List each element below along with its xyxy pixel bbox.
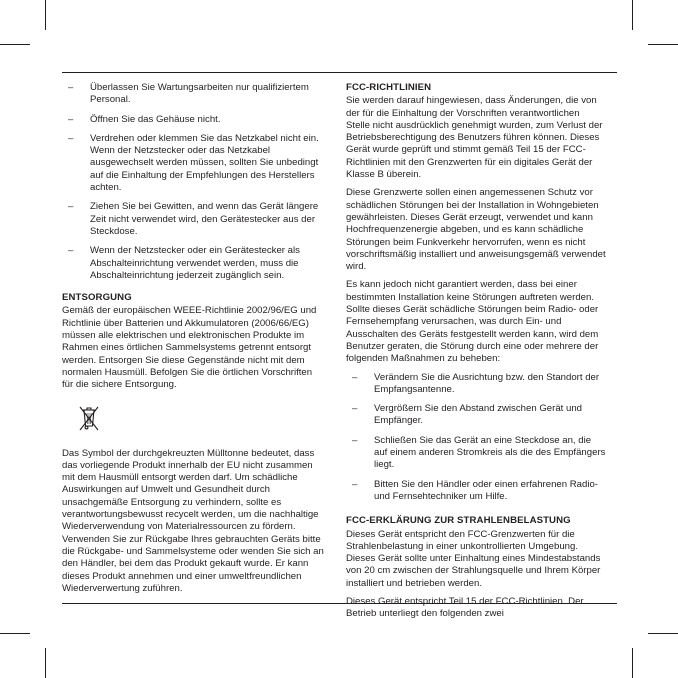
radiation-heading: FCC-ERKLÄRUNG ZUR STRAHLENBELASTUNG (346, 515, 571, 527)
disposal-heading: ENTSORGUNG (62, 292, 132, 304)
disposal-text: Gemäß der europäischen WEEE-Richtlinie 2002/96/EG und Richtlinie über Batterien und Akkumulatoren (2006/66/EG) müssen alle elektrischen und elektronischen Produkte im Rahmen eines örtlichen Sammelsystems getrennt entsorgt werden. Entsorgen Sie diese Gegenstände nicht mit dem normalen Hausmüll. Befolgen Sie die örtlichen Vorschriften für die sichere Entsorgung. (62, 305, 317, 391)
crossed-out-wheelie-bin-icon (77, 404, 101, 432)
crop-mark-top-left-h (0, 44, 30, 45)
fcc-measures-list (346, 372, 606, 504)
right-column (346, 82, 606, 627)
left-column (62, 82, 324, 601)
list-item: – Wenn der Netzstecker oder ein Gerätestecker als Abschalteinrichtung verwendet werden, muss die Abschalteinrichtung jederzeit zugänglich sein. (68, 245, 300, 281)
crop-mark-bottom-right-h (648, 633, 678, 634)
list-item: – Verändern Sie die Ausrichtung bzw. den Standort der Empfangsantenne. (352, 371, 600, 395)
symbol-text: Das Symbol der durchgekreuzten Mülltonne bedeutet, dass das vorliegende Produkt innerhalb der EU nicht zusammen mit dem Hausmüll entsorgt werden darf. Um schädliche Auswirkungen auf Umwelt und Gesundheit durch unsachgemäße Entsorgung zu verhindern, sollte es verantwortungsbewusst recycelt werden, um die nachhaltige Wiederverwendung von Materialressourcen zu fördern. Verwenden Sie zur Rückgabe Ihres gebrauchten Geräts bitte die Rückgabe- und Sammelsysteme oder wenden Sie sich an den Händler, bei dem das Produkt gekauft wurde. Er kann dieses Produkt annehmen und einer umweltfreundlichen Wiederverwertung zuführen. (62, 447, 324, 594)
list-item: – Verdrehen oder klemmen Sie das Netzkabel nicht ein. Wenn der Netzstecker oder das Netzkabel ausgewechselt werden müssen, sollten Sie unbedingt auf die Einhaltung der Empfehlungen des Herstellers achten. (68, 132, 319, 194)
list-item: – Vergrößern Sie den Abstand zwischen Gerät und Empfänger. (352, 403, 582, 427)
crop-mark-top-left (45, 0, 46, 30)
fcc-paragraph: Es kann jedoch nicht garantiert werden, dass bei einer bestimmten Installation keine Störungen auftreten werden. Sollte dieses Gerät schädliche Störungen beim Radio- oder Fernsehempfang verursachen, was durch Ein- und Ausschalten des Geräts festgestellt werden kann, wird dem Benutzer geraten, die Störung durch eine oder mehrere der folgenden Maßnahmen zu beheben: (346, 279, 599, 365)
list-item: – Überlassen Sie Wartungsarbeiten nur qualifiziertem Personal. (68, 82, 309, 106)
list-item: – Ziehen Sie bei Gewitten, and wenn das Gerät längere Zeit nicht verwendet wird, den Gerätestecker aus der Steckdose. (68, 201, 319, 237)
top-rule (62, 72, 617, 73)
radiation-paragraph: Dieses Gerät entspricht den FCC-Grenzwerten für die Strahlenbelastung in einer unkontrollierten Umgebung. Dieses Gerät sollte unter Einhaltung eines Mindestabstands von 20 cm zwischen der Strahlungsquelle und Ihrem Körper installiert und betrieben werden. (346, 528, 601, 589)
list-item: – Bitten Sie den Händler oder einen erfahrenen Radio- und Fernsehtechniker um Hilfe. (352, 478, 599, 502)
crop-mark-bottom-left-h (0, 633, 30, 634)
crop-mark-bottom-right (632, 648, 633, 678)
fcc-paragraph: Sie werden darauf hingewiesen, dass Änderungen, die von der für die Einhaltung der Vorschriften verantwortlichen Stelle nicht ausdrücklich genehmigt wurden, zum Verlust der Betriebsberechtigung des Benutzers führen können. Dieses Gerät wurde geprüft und stimmt gemäß Teil 15 der FCC-Richtlinien mit den Grenzwerten für ein digitales Gerät der Klasse B überein. (346, 95, 603, 181)
crop-mark-top-right (632, 0, 633, 30)
safety-list (62, 82, 324, 282)
crop-mark-bottom-left (45, 648, 46, 678)
fcc-heading: FCC-RICHTLINIEN (346, 82, 432, 93)
crop-mark-top-right-h (648, 44, 678, 45)
radiation-paragraph: Dieses Gerät entspricht Teil 15 der FCC-Richtlinien. Der Betrieb unterliegt den folgenden zwei (346, 595, 584, 620)
list-item: – Öffnen Sie das Gehäuse nicht. (68, 113, 221, 125)
fcc-paragraph: Diese Grenzwerte sollen einen angemessenen Schutz vor schädlichen Störungen bei der Installation in Wohngebieten gewährleisten. Dieses Gerät erzeugt, verwendet und kann Hochfrequenzenergie abgeben, und es kann schädliche Störungen beim Funkverkehr hervorrufen, wenn es nicht vorschriftsmäßig installiert und anweisungsgemäß verwendet wird. (346, 187, 606, 273)
list-item: – Schließen Sie das Gerät an eine Steckdose an, die auf einem anderen Stromkreis als die des Empfängers liegt. (352, 434, 606, 471)
